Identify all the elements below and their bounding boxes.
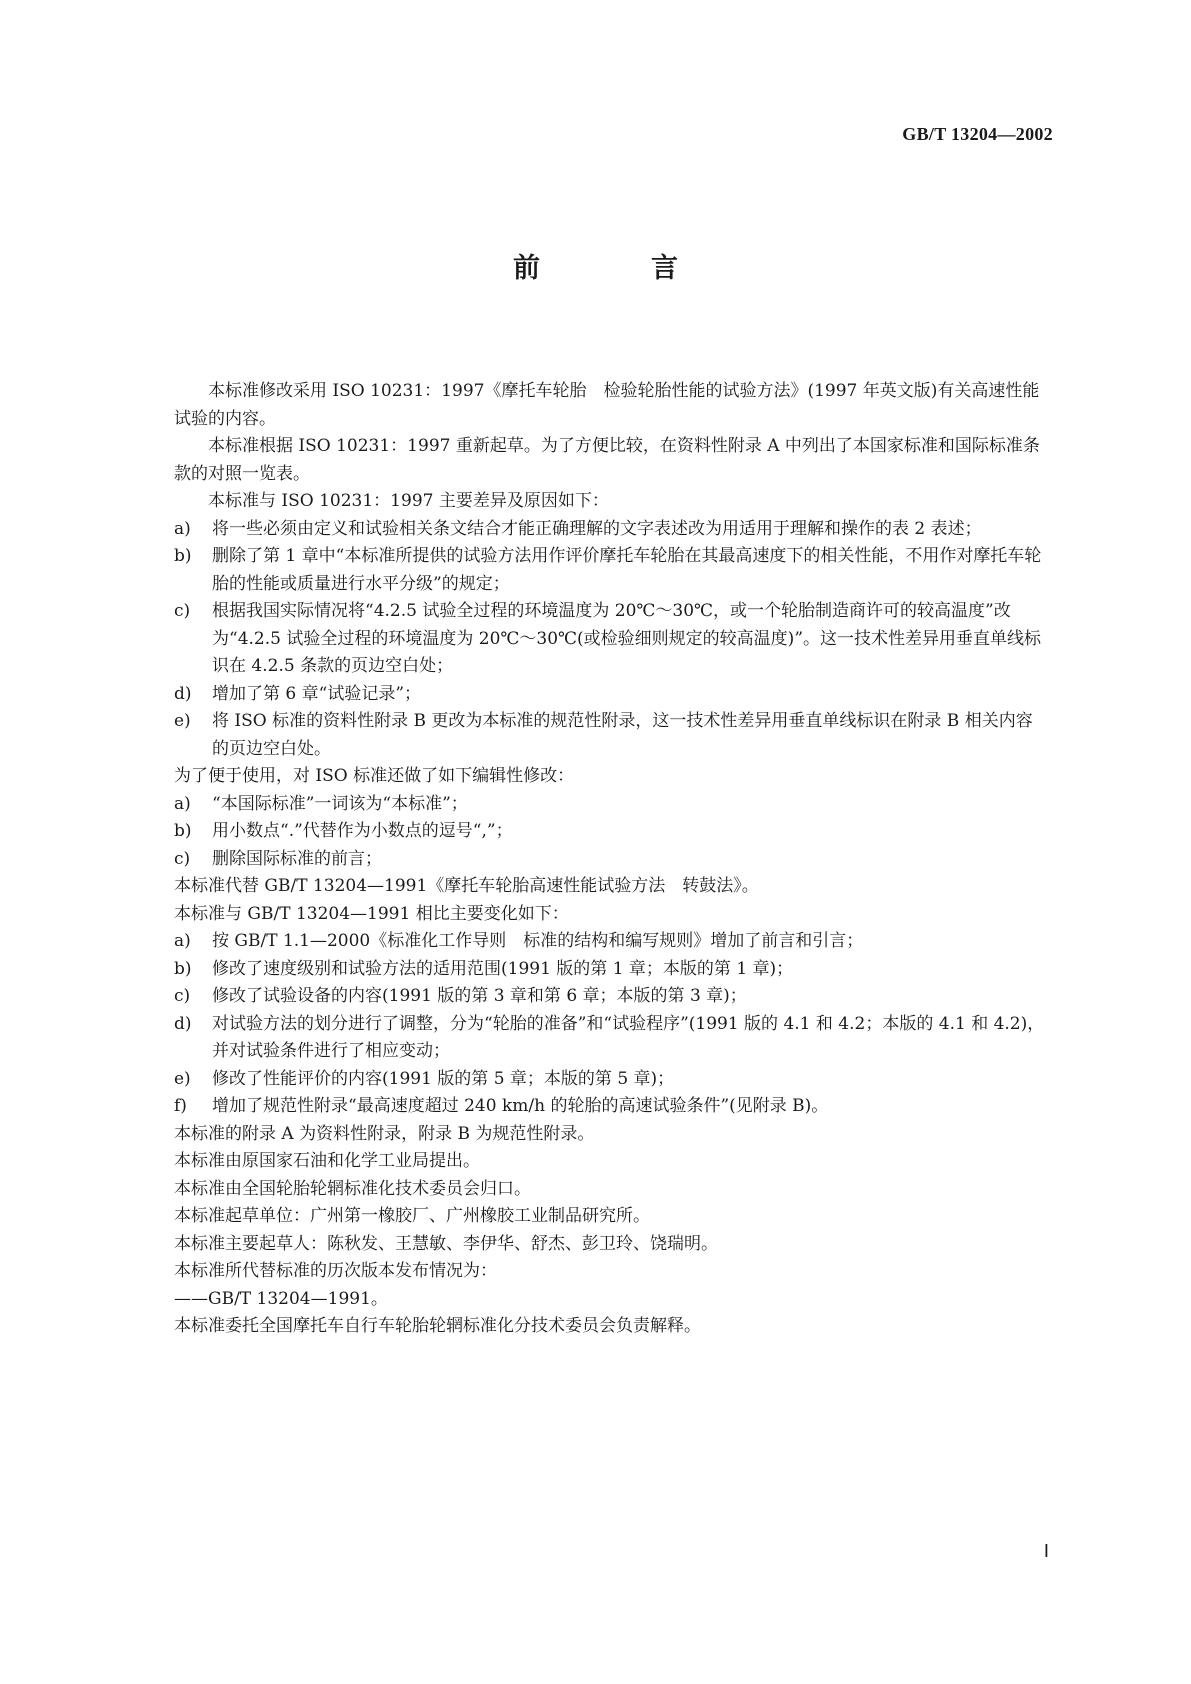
- page-number: Ⅰ: [1043, 1541, 1049, 1561]
- list-item: [174, 956, 1048, 984]
- list-text: 根据我国实际情况将“4.2.5 试验全过程的环境温度为 20℃～30℃，或一个轮胎制造商许可的较高温度”改为“4.2.5 试验全过程的环境温度为 20℃～30℃(或检验细则规定的较高温度)”。这一技术性差异用垂直单线标识在 4.2.5 条款的页边空白处；: [212, 601, 1042, 676]
- list-marker: c): [174, 986, 191, 1006]
- list-text: “本国际标准”一词该为“本标准”；: [212, 793, 468, 814]
- list-text: 增加了第 6 章“试验记录”；: [212, 683, 422, 704]
- list-item: [174, 543, 1048, 598]
- list-marker: a): [174, 931, 191, 951]
- list-marker: a): [174, 793, 191, 814]
- list-marker: b): [174, 546, 192, 566]
- list-item: [174, 1093, 1048, 1121]
- paragraph-replaces: 本标准代替 GB/T 13204—1991《摩托车轮胎高速性能试验方法 转鼓法》。: [174, 876, 759, 896]
- list-marker: b): [174, 958, 192, 979]
- list-text: 对试验方法的划分进行了调整，分为“轮胎的准备”和“试验程序”(1991 版的 4.1 和 4.2；本版的 4.1 和 4.2)，并对试验条件进行了相应变动；: [212, 1013, 1045, 1061]
- paragraph-redrafting: 本标准根据 ISO 10231：1997 重新起草。为了方便比较，在资料性附录 A 中列出了本国家标准和国际标准条款的对照一览表。: [174, 436, 1040, 484]
- page-title: 前 言: [513, 253, 720, 284]
- list-text: 修改了性能评价的内容(1991 版的第 5 章；本版的第 5 章)；: [212, 1068, 675, 1089]
- paragraph-editorial-intro: 为了便于使用，对 ISO 标准还做了如下编辑性修改：: [174, 766, 575, 786]
- paragraph-centralized-by: 本标准由全国轮胎轮辋标准化技术委员会归口。: [174, 1178, 531, 1199]
- list-item: [174, 983, 1048, 1011]
- document-body: [174, 378, 1048, 1341]
- list-marker: d): [174, 683, 192, 704]
- list-marker: c): [174, 601, 191, 621]
- list-text: 将 ISO 标准的资料性附录 B 更改为本标准的规范性附录，这一技术性差异用垂直单线标识在附录 B 相关内容的页边空白处。: [212, 711, 1033, 759]
- list-item: [174, 818, 1048, 846]
- list-item: [174, 708, 1048, 763]
- history-dash-item: ——GB/T 13204—1991。: [174, 1288, 388, 1309]
- list-item: [174, 681, 1048, 709]
- list-marker: f): [174, 1096, 187, 1116]
- list-item: [174, 791, 1048, 819]
- paragraph-history-intro: 本标准所代替标准的历次版本发布情况为：: [174, 1261, 497, 1281]
- standard-number: GB/T 13204—2002: [902, 124, 1053, 144]
- paragraph-annexes: 本标准的附录 A 为资料性附录，附录 B 为规范性附录。: [174, 1123, 595, 1144]
- list-item: [174, 516, 1048, 544]
- list-text: 删除了第 1 章中“本标准所提供的试验方法用作评价摩托车轮胎在其最高速度下的相关性能，不用作对摩托车轮胎的性能或质量进行水平分级”的规定；: [212, 546, 1042, 594]
- list-item: [174, 598, 1048, 681]
- list-text: 修改了试验设备的内容(1991 版的第 3 章和第 6 章；本版的第 3 章)；: [212, 986, 747, 1006]
- paragraph-drafters: 本标准主要起草人：陈秋发、王慧敏、李伊华、舒杰、彭卫玲、饶瑞明。: [174, 1233, 718, 1254]
- list-marker: d): [174, 1013, 192, 1034]
- list-text: 将一些必须由定义和试验相关条文结合才能正确理解的文字表述改为用适用于理解和操作的表 2 表述；: [212, 518, 982, 539]
- paragraph-drafting-units: 本标准起草单位：广州第一橡胶厂、广州橡胶工业制品研究所。: [174, 1206, 650, 1226]
- paragraph-interpretation: 本标准委托全国摩托车自行车轮胎轮辋标准化分技术委员会负责解释。: [174, 1316, 701, 1336]
- list-marker: e): [174, 1068, 191, 1089]
- list-item: [174, 1011, 1048, 1066]
- list-text: 增加了规范性附录“最高速度超过 240 km/h 的轮胎的高速试验条件”(见附录 B)。: [212, 1096, 829, 1116]
- list-item: [174, 928, 1048, 956]
- list-text: 按 GB/T 1.1—2000《标准化工作导则 标准的结构和编写规则》增加了前言和引言；: [212, 931, 864, 951]
- paragraph-adoption: 本标准修改采用 ISO 10231：1997《摩托车轮胎 检验轮胎性能的试验方法》(1997 年英文版)有关高速性能试验的内容。: [174, 381, 1040, 429]
- list-text: 用小数点“.”代替作为小数点的逗号“,”；: [212, 821, 513, 841]
- list-marker: b): [174, 821, 192, 841]
- list-item: [174, 846, 1048, 874]
- paragraph-changes-intro: 本标准与 GB/T 13204—1991 相比主要变化如下：: [174, 903, 569, 924]
- list-item: [174, 1066, 1048, 1094]
- paragraph-proposed-by: 本标准由原国家石油和化学工业局提出。: [174, 1151, 480, 1171]
- list-marker: e): [174, 711, 191, 731]
- paragraph-differences-intro: 本标准与 ISO 10231：1997 主要差异及原因如下：: [208, 491, 609, 511]
- list-text: 修改了速度级别和试验方法的适用范围(1991 版的第 1 章；本版的第 1 章)；: [212, 958, 794, 979]
- list-marker: a): [174, 518, 191, 539]
- list-marker: c): [174, 848, 191, 869]
- list-text: 删除国际标准的前言；: [212, 848, 382, 869]
